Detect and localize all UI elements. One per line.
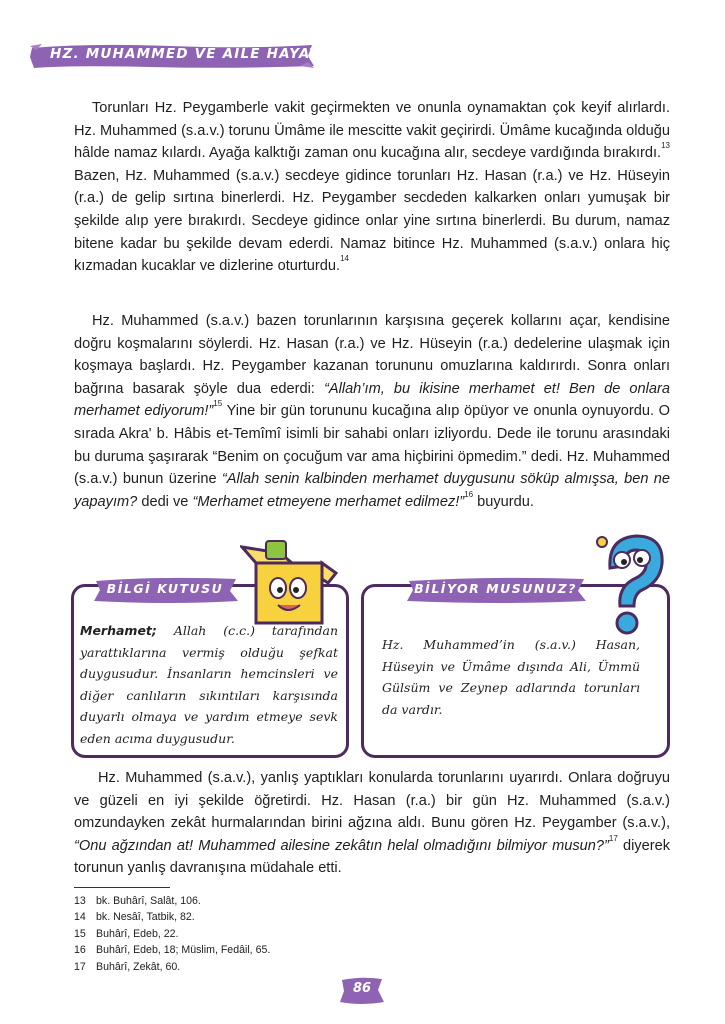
footnote-item	[74, 909, 270, 925]
text: Hz. Muhammed (s.a.v.) bazen torunlarının karşısına geçerek kollarını açar, kendisine doğru koşmalarını söylerdi. Hz. Hasan (r.a.) ve Hz. Hüseyin (r.a.) dedelerine ulaşmak için koşmaya başlardı. Hz. Peygamber kazanan torununu omuzlarına kaldırırdı. Sonra onları bağrına basarak şöyle dua ederdi:	[74, 313, 670, 397]
footnote-text: bk. Nesâî, Tatbik, 82.	[96, 911, 195, 924]
text: Torunları Hz. Peygamberle vakit geçirmekten ve onunla oynamaktan çok keyif alırlardı. Hz. Muhammed (s.a.v.) torunu Ümâme ile mescitte vakit geçirirdi. Ümâme kucağında olduğu hâlde namaz kılardı. Ayağa kalktığı zaman onu kucağına alır, secdeye vardığında bırakırdı.	[74, 100, 670, 162]
info-box-tag	[90, 575, 240, 605]
did-you-know-text: Hz. Muhammed’in (s.a.v.) Hasan, Hüseyin ve Ümâme dışında Ali, Ümmü Gülsüm ve Zeynep adlarında torunları da vardır.	[382, 637, 640, 717]
footnote-ref: 15	[213, 399, 223, 409]
footnote-text: Buhârî, Edeb, 22.	[96, 927, 179, 940]
paragraph-1	[74, 97, 670, 278]
footnote-ref: 13	[661, 141, 670, 151]
quote: “Allah senin kalbinden merhamet duygusunu söküp almışsa, ben ne yapayım?	[74, 471, 671, 510]
text: diyerek torunun yanlış davranışına müdahale etti.	[74, 837, 670, 877]
quote: “Merhamet etmeyene merhamet edilmez!”	[192, 493, 465, 510]
footnote-number: 13	[74, 895, 86, 907]
info-definition: Allah (c.c.) tarafından yarattıklarına vermiş olduğu şefkat duygusudur. İnsanların hemcinsleri ve diğer canlıların sıkıntıları karşısında duyarlı olmaya ve yardım etmeye sevk eden acıma duygusudur.	[80, 623, 338, 746]
chapter-title: HZ. MUHAMMED VE AİLE HAYATI	[50, 46, 326, 62]
text: Bazen, Hz. Muhammed (s.a.v.) secdeye gidince torunları Hz. Hasan (r.a.) ve Hz. Hüseyin (r.a.) de gelip sırtına binerlerdi. Hz. Peygamber secdeden kalkarken onları yumuşak bir şekilde alıp yere bırakırdı. Secdeye gidince onlar yine sırtına binerlerdi. Bu durum, namaz bitene kadar bu şekilde devam ederdi. Namaz bitince Hz. Muhammed (s.a.v.) onlara hiç kızmadan kucaklar ve dizlerine oturturdu.	[74, 167, 670, 275]
footnote-number: 14	[74, 911, 86, 924]
footnote-divider	[74, 887, 170, 888]
text: Hz. Muhammed (s.a.v.), yanlış yaptıkları konularda torunlarını uyarırdı. Onlara doğruyu ve güzeli en iyi şekilde öğretirdi. Hz. Hasan (r.a.) bir gün Hz. Muhammed (s.a.v.) omzundayken zekât hurmalarından birini ağzına aldı. Bunu gören Hz. Peygamber (s.a.v.),	[74, 770, 670, 832]
footnote-item	[74, 893, 270, 909]
page-number-badge	[338, 976, 386, 1006]
footnote-ref: 17	[608, 833, 618, 843]
box-mascot-illustration	[240, 533, 340, 628]
footnote-ref: 14	[340, 254, 349, 264]
footnote-text: Buhârî, Edeb, 18; Müslim, Fedâil, 65.	[96, 944, 271, 957]
info-box-title: BİLGİ KUTUSU	[106, 581, 224, 596]
text: Yine bir gün torununu kucağına alıp öpüyor ve onunla oynuyordu. O sırada Akra' b. Hâbis et-Temîmî isimli bir sahabi onları izliyordu. Dede ile torunu arasındaki bu duruma şaşırarak “Benim on çocuğum var ama hiçbirini öpmedim.” dedi. Hz. Muhammed (s.a.v.) bunun üzerine	[74, 403, 670, 488]
text: dedi ve	[137, 493, 193, 510]
paragraph-2	[74, 310, 670, 513]
text: buyurdu.	[473, 493, 534, 510]
info-box-text	[80, 620, 338, 749]
footnote-item	[74, 942, 270, 958]
footnote-text: Buhârî, Zekât, 60.	[96, 960, 181, 973]
footnote-number: 15	[74, 927, 86, 940]
question-mark-mascot-illustration	[590, 530, 670, 638]
footnote-item	[74, 926, 270, 942]
page-number: 86	[352, 981, 372, 996]
footnote-text: bk. Buhârî, Salât, 106.	[96, 895, 201, 907]
footnote-ref: 16	[464, 489, 474, 499]
paragraph-3	[74, 767, 670, 880]
footnotes	[74, 893, 270, 975]
footnote-item	[74, 959, 270, 975]
quote: “Allah’ım, bu ikisine merhamet et! Ben de onlara merhamet ediyorum!”	[74, 380, 670, 420]
quote: “Onu ağzından at! Muhammed ailesine zekâtın helal olmadığını bilmiyor musun?”	[74, 837, 609, 854]
info-term: Merhamet;	[80, 623, 157, 638]
did-you-know-tag	[403, 575, 588, 605]
did-you-know-title: BİLİYOR MUSUNUZ?	[414, 581, 577, 596]
footnote-number: 16	[74, 944, 86, 957]
chapter-header-banner	[30, 42, 326, 70]
footnote-number: 17	[74, 960, 86, 973]
